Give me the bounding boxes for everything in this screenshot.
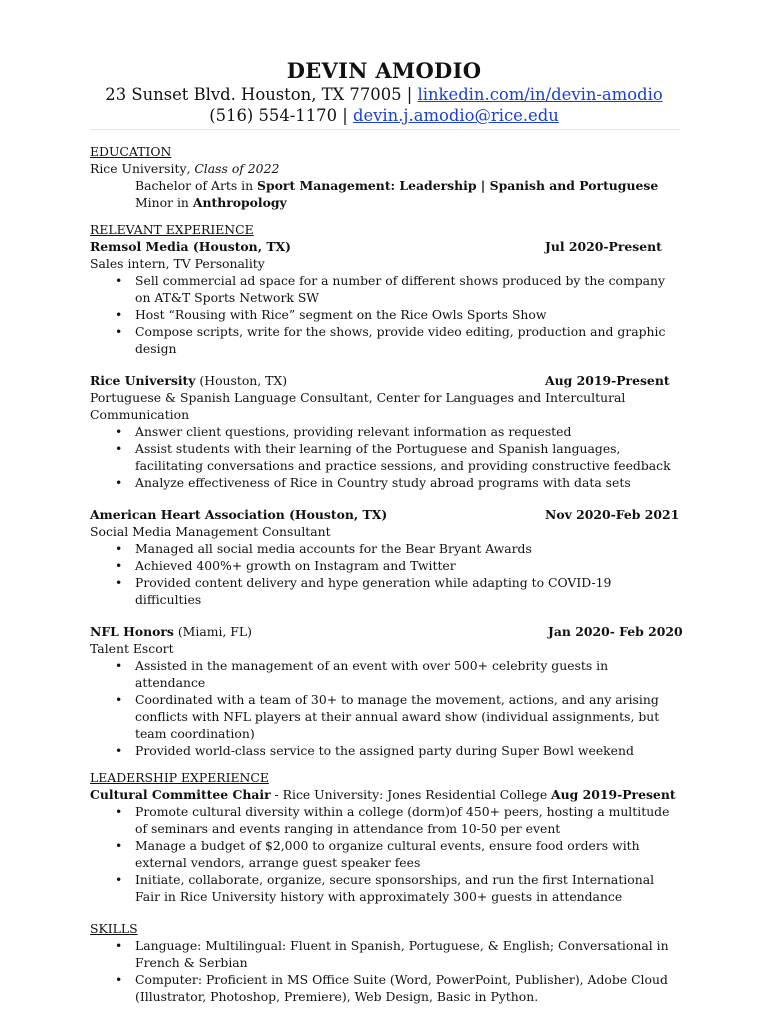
job-location: (Houston, TX): [195, 373, 288, 388]
job-header: [90, 506, 680, 523]
degree-major: Sport Management: Leadership | Spanish and Portuguese: [257, 178, 659, 193]
resume-header: [0, 58, 768, 126]
job-bullets: [90, 423, 680, 491]
list-item: • Answer client questions, providing relevant information as requested: [90, 423, 680, 440]
email-link[interactable]: devin.j.amodio@rice.edu: [352, 106, 559, 125]
job-role: Social Media Management Consultant: [90, 524, 331, 539]
address-text: 23 Sunset Blvd. Houston, TX 77005 |: [105, 85, 418, 104]
job-date: Jul 2020-Present: [545, 239, 662, 254]
job-header: [90, 238, 680, 255]
job-bullets: [90, 657, 680, 759]
leadership-header: [90, 786, 680, 803]
job-location: (Houston, TX): [188, 239, 292, 254]
job-org: Rice University: [90, 373, 196, 388]
job-role: Portuguese & Spanish Language Consultant, Center for Languages and Intercultural Communication: [90, 390, 626, 422]
list-item: • Manage a budget of $2,000 to organize cultural events, ensure food orders with external vendors, arrange guest speaker fees: [90, 837, 680, 871]
job-role: Talent Escort: [90, 641, 174, 656]
list-item: • Compose scripts, write for the shows, provide video editing, production and graphic design: [90, 323, 680, 357]
job-role: Sales intern, TV Personality: [90, 256, 265, 271]
candidate-name: DEVIN AMODIO: [286, 58, 482, 83]
list-item: • Promote cultural diversity within a college (dorm)of 450+ peers, hosting a multitude of seminars and events ranging in attendance from 10-50 per event: [90, 803, 680, 837]
list-item: • Managed all social media accounts for the Bear Bryant Awards: [90, 540, 680, 557]
job-entry-rice: [90, 372, 680, 491]
list-item: • Initiate, collaborate, organize, secure sponsorships, and run the first International Fair in Rice University history with approximately 300+ guests in attendance: [90, 871, 680, 905]
list-item: • Computer: Proficient in MS Office Suite (Word, PowerPoint, Publisher), Adobe Cloud (Illustrator, Photoshop, Premiere), Web Design, Basic in Python.: [90, 971, 680, 1005]
list-item: • Language: Multilingual: Fluent in Spanish, Portuguese, & English; Conversational in French & Serbian: [90, 937, 680, 971]
linkedin-link[interactable]: linkedin.com/in/devin-amodio: [417, 85, 663, 104]
job-header: [90, 623, 683, 640]
job-org: NFL Honors: [90, 624, 174, 639]
job-org: Remsol Media: [90, 239, 189, 254]
section-title-education: EDUCATION: [90, 144, 172, 159]
job-location: (Houston, TX): [284, 507, 388, 522]
degree-line: [90, 177, 680, 194]
section-title-skills: SKILLS: [90, 921, 138, 936]
list-item: • Achieved 400%+ growth on Instagram and Twitter: [90, 557, 680, 574]
section-title-experience: RELEVANT EXPERIENCE: [90, 222, 254, 237]
leadership-detail: - Rice University: Jones Residential College: [270, 787, 548, 802]
list-item: • Coordinated with a team of 30+ to manage the movement, actions, and any arising conflicts with NFL players at their annual award show (individual assignments, but team coordination): [90, 691, 680, 742]
job-header: [90, 372, 680, 389]
header-divider: [90, 129, 680, 130]
list-item: • Sell commercial ad space for a number of different shows produced by the company on AT&T Sports Network SW: [90, 272, 680, 306]
list-item: • Host “Rousing with Rice” segment on the Rice Owls Sports Show: [90, 306, 680, 323]
phone-text: (516) 554-1170 |: [209, 106, 353, 125]
job-entry-remsol: [90, 238, 680, 357]
minor-name: Anthropology: [192, 195, 287, 210]
job-date: Jan 2020- Feb 2020: [548, 624, 683, 639]
resume-body: [90, 143, 683, 1005]
contact-line-2: [0, 105, 768, 126]
school-name: Rice University: [90, 161, 187, 176]
minor-line: [90, 194, 680, 211]
job-entry-nfl: [90, 623, 683, 759]
section-title-leadership: LEADERSHIP EXPERIENCE: [90, 770, 269, 785]
contact-line-1: [0, 84, 768, 105]
class-year: , Class of 2022: [186, 161, 280, 176]
list-item: • Assist students with their learning of the Portuguese and Spanish languages, facilitating conversations and practice sessions, and providing constructive feedback: [90, 440, 680, 474]
list-item: • Provided content delivery and hype generation while adapting to COVID-19 difficulties: [90, 574, 680, 608]
job-entry-aha: [90, 506, 680, 608]
degree-prefix: Bachelor of Arts in: [135, 178, 258, 193]
job-date: Nov 2020-Feb 2021: [545, 507, 680, 522]
minor-prefix: Minor in: [135, 195, 193, 210]
job-bullets: [90, 272, 680, 357]
education-school-line: [90, 160, 680, 177]
job-location: (Miami, FL): [173, 624, 252, 639]
skills-bullets: [90, 937, 680, 1005]
leadership-bullets: [90, 803, 680, 905]
leadership-role: Cultural Committee Chair: [90, 787, 271, 802]
job-date: Aug 2019-Present: [545, 373, 670, 388]
list-item: • Assisted in the management of an event with over 500+ celebrity guests in attendance: [90, 657, 680, 691]
list-item: • Analyze effectiveness of Rice in Country study abroad programs with data sets: [90, 474, 680, 491]
leadership-date: Aug 2019-Present: [551, 787, 676, 802]
list-item: • Provided world-class service to the assigned party during Super Bowl weekend: [90, 742, 680, 759]
job-org: American Heart Association: [90, 507, 285, 522]
job-bullets: [90, 540, 680, 608]
